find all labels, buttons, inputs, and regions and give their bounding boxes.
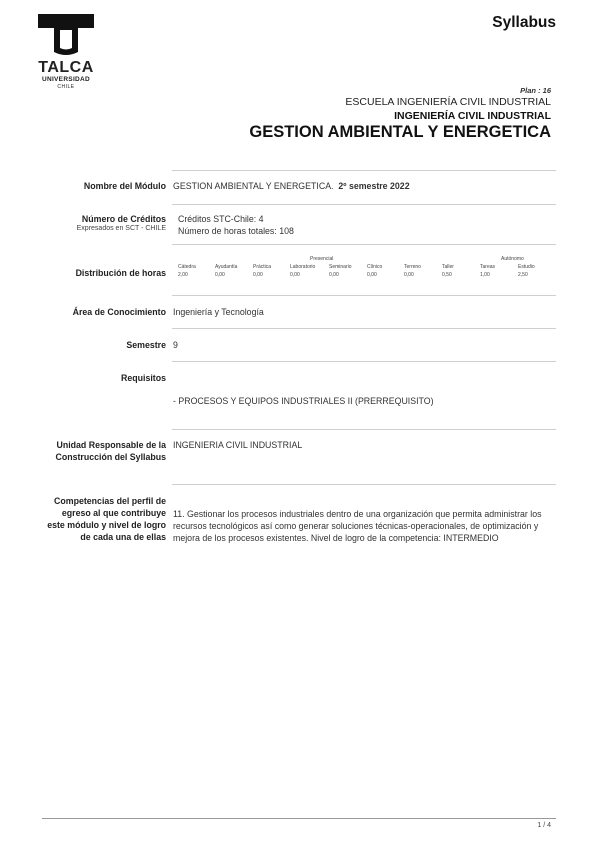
responsible-value: INGENIERIA CIVIL INDUSTRIAL [173,440,303,450]
divider [172,295,556,296]
hours-group-presential: Presencial [310,256,334,262]
hours-value-taller: 0,50 [442,272,452,278]
divider [172,484,556,485]
competences-label-line2: egreso al que contribuye [61,508,166,518]
semester-label: Semestre [126,340,166,350]
area-value: Ingeniería y Tecnología [173,307,264,317]
hours-col-seminario: Seminario [329,264,352,270]
plan-number: Plan : 16 [520,86,551,95]
university-logo [28,12,104,91]
responsible-label-line1: Unidad Responsable de la [56,440,166,450]
requisites-value: - PROCESOS Y EQUIPOS INDUSTRIALES II (PRERREQUISITO) [173,396,434,406]
career-name: INGENIERÍA CIVIL INDUSTRIAL [394,110,551,122]
competences-label-line3: este módulo y nivel de logro [47,520,166,530]
hours-col-clinico: Clínico [367,264,383,270]
hours-value-seminario: 0,00 [329,272,339,278]
hours-value-practica: 0,00 [253,272,263,278]
responsible-label-line2: Construcción del Syllabus [55,452,166,462]
logo-wordmark: TALCA [38,59,94,76]
hours-col-catedra: Cátedra [178,264,196,270]
school-name: ESCUELA INGENIERÍA CIVIL INDUSTRIAL [345,96,551,108]
module-value [173,181,410,192]
hours-value-clinico: 0,00 [367,272,377,278]
module-label: Nombre del Módulo [83,181,166,191]
credits-line1: Créditos STC-Chile: 4 [178,214,264,224]
hours-group-autonomous: Autónomo [501,256,524,262]
footer-divider [42,818,556,819]
hours-value-tareas: 1,00 [480,272,490,278]
divider [172,204,556,205]
course-title: GESTION AMBIENTAL Y ENERGETICA [249,123,551,141]
logo-university: UNIVERSIDAD [41,76,91,83]
hours-col-practica: Práctica [253,264,272,270]
credits-sublabel: Expresados en SCT - CHILE [76,225,166,232]
competences-label-line4: de cada una de ellas [80,532,166,542]
semester-value: 9 [173,340,178,350]
hours-value-ayudantia: 0,00 [215,272,225,278]
hours-col-laboratorio: Laboratorio [290,264,316,270]
divider [172,244,556,245]
hours-col-estudio: Estudio [518,264,535,270]
divider [172,328,556,329]
requisites-label: Requisitos [121,373,166,383]
hours-value-laboratorio: 0,00 [290,272,300,278]
university-shield-icon [28,12,104,58]
area-label: Área de Conocimiento [72,307,166,317]
document-type: Syllabus [492,14,556,31]
logo-country: CHILE [57,84,75,90]
hours-col-taller: Taller [442,264,454,270]
divider [172,429,556,430]
hours-label: Distribución de horas [75,268,166,278]
module-name: GESTION AMBIENTAL Y ENERGETICA. [173,181,334,191]
hours-col-ayudantia: Ayudantía [215,264,238,270]
module-semester: 2º semestre 2022 [338,181,410,191]
hours-value-terreno: 0,00 [404,272,414,278]
hours-col-terreno: Terreno [404,264,421,270]
competences-value: 11. Gestionar los procesos industriales dentro de una organización que permita administrar los recursos tecnológicos así como generar soluciones técnicas-operacionales, de optimización y mejora de los procesos existentes. Nivel de logro de la competencia: INTERMEDIO [173,509,542,543]
divider [172,170,556,171]
credits-line2: Número de horas totales: 108 [178,226,294,236]
competences-label-line1: Competencias del perfil de [54,496,166,506]
divider [172,361,556,362]
credits-label: Número de Créditos [81,214,166,224]
hours-value-catedra: 2,00 [178,272,188,278]
page-number: 1 / 4 [537,822,551,829]
hours-value-estudio: 2,50 [518,272,528,278]
hours-col-tareas: Tareas [480,264,496,270]
